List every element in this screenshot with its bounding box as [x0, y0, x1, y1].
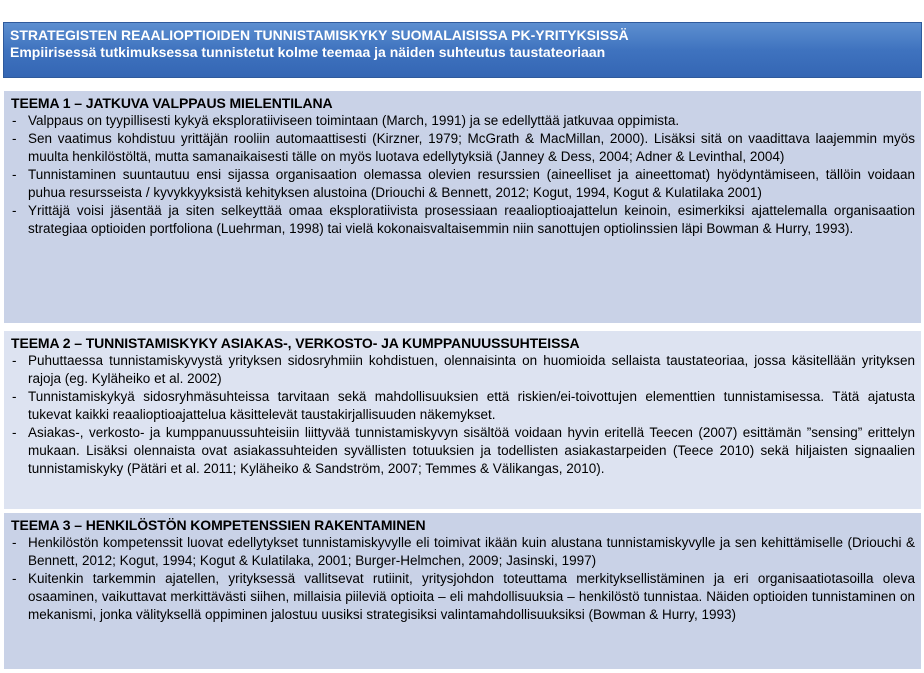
- list-item: - Puhuttaessa tunnistamiskyvystä yrityksen sidosryhmiin kohdistuen, olennaisinta on huomioida sellaista taustateoriaa, jossa käsitellään yrityksen rajoja (eg. Kyläheiko et al. 2002): [11, 352, 915, 388]
- theme-3-list: [11, 534, 915, 624]
- list-item: - Kuitenkin tarkemmin ajatellen, yrityksessä vallitsevat rutiinit, yritysjohdon toteuttama merkityksellistäminen ja eri organisaatiotasoilla oleva osaaminen, vaikuttavat merkittävästi siihen, millaisia piileviä optioita – eli mahdollisuuksia – henkilöstö tunnistaa. Näiden optioiden tunnistaminen on mekanismi, jonka välityksellä oppiminen jalostuu uusiksi strategisiksi valintamahdollisuuksiksi (Bowman & Hurry, 1993): [11, 570, 915, 624]
- list-item: - Tunnistamiskykyä sidosryhmäsuhteissa tarvitaan sekä mahdollisuuksien että riskien/ei-toivottujen elementtien tunnistamisessa. Tätä ajatusta tukevat kaikki reaalioptioajattelua käsittelevät taustakirjallisuuden näkemykset.: [11, 388, 915, 424]
- theme-3-section: [3, 512, 922, 670]
- theme-1-title: TEEMA 1 – JATKUVA VALPPAUS MIELENTILANA: [11, 95, 333, 111]
- list-item: - Valppaus on tyypillisesti kykyä eksploratiiviseen toimintaan (March, 1991) ja se edellyttää jatkuvaa oppimista.: [11, 112, 915, 130]
- theme-2-section: [3, 330, 922, 510]
- list-item: - Asiakas-, verkosto- ja kumppanuussuhteisiin liittyvää tunnistamiskyvyn sisältöä voidaan hyvin eritellä Teecen (2007) esittämän ”sensing” erittelyn mukaan. Lisäksi olennaista ovat asiakassuhteiden syvällisten totuuksien ja todellisten asiakastarpeiden (Teece 2010) sekä hiljaisten signaalien tunnistamiskyky (Pätäri et al. 2011; Kyläheiko & Sandström, 2007; Temmes & Välikangas, 2010).: [11, 424, 915, 478]
- list-item: - Sen vaatimus kohdistuu yrittäjän rooliin automaattisesti (Kirzner, 1979; McGrath & MacMillan, 2000). Lisäksi sitä on vaadittava laajemmin myös muulta henkilöstöltä, mutta samanaikaisesti tälle on myös luotava edellytyksiä (Janney & Dess, 2004; Adner & Levinthal, 2004): [11, 130, 915, 166]
- list-item: - Tunnistaminen suuntautuu ensi sijassa organisaation olemassa olevien resurssien (aineelliset ja aineettomat) hyödyntämiseen, tällöin voidaan puhua resursseista / kyvykkyyksistä kehityksen alustoina (Driouchi & Bennett, 2012; Kogut, 1994, Kogut & Kulatilaka 2001): [11, 166, 915, 202]
- theme-2-title: TEEMA 2 – TUNNISTAMISKYKY ASIAKAS-, VERKOSTO- JA KUMPPANUUSSUHTEISSA: [11, 335, 580, 351]
- theme-1-section: [3, 90, 922, 324]
- list-item: - Henkilöstön kompetenssit luovat edellytykset tunnistamiskyvylle eli toimivat ikään kuin alustana tunnistamiskyvylle ja sen kehittämiselle (Driouchi & Bennett, 2012; Kogut, 1994; Kogut & Kulatilaka, 2001; Burger-Helmchen, 2009; Jasinski, 1997): [11, 534, 915, 570]
- page-title: STRATEGISTEN REAALIOPTIOIDEN TUNNISTAMISKYKY SUOMALAISISSA PK-YRITYKSISSÄ: [10, 27, 629, 43]
- theme-3-title: TEEMA 3 – HENKILÖSTÖN KOMPETENSSIEN RAKENTAMINEN: [11, 517, 426, 533]
- header-banner: [3, 22, 922, 78]
- theme-2-list: [11, 352, 915, 478]
- page-subtitle: Empiirisessä tutkimuksessa tunnistetut kolme teemaa ja näiden suhteutus taustateoriaan: [10, 44, 606, 60]
- theme-1-list: [11, 112, 915, 238]
- list-item: - Yrittäjä voisi jäsentää ja siten selkeyttää omaa eksploratiivista prosessiaan reaalioptioajattelun keinoin, esimerkiksi ajattelemalla organisaation strategiaa optioiden portfoliona (Luehrman, 1998) tai vielä kokonaisvaltaisemmin niin sanottujen optiolinssien läpi Bowman & Hurry, 1993).: [11, 202, 915, 238]
